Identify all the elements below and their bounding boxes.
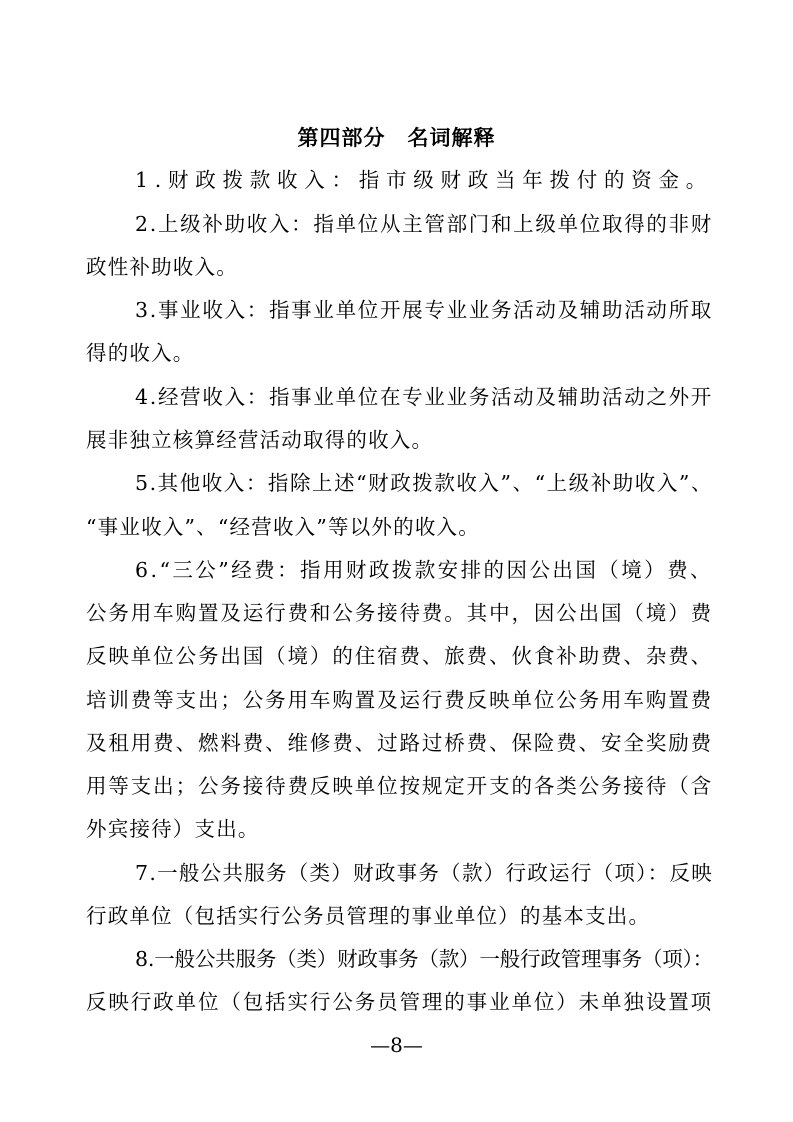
text-line: 8.一般公共服务（类）财政事务（款）一般行政管理事务（项）： bbox=[135, 947, 713, 971]
text-line: 5.其他收入：指除上述“财政拨款收入”、“上级补助收入”、 bbox=[135, 471, 713, 495]
text-line: 3.事业收入：指事业单位开展专业业务活动及辅助活动所取 bbox=[135, 298, 713, 322]
text-line: 及租用费、燃料费、维修费、过路过桥费、保险费、安全奖励费 bbox=[86, 731, 713, 755]
text-line: 行政单位（包括实行公务员管理的事业单位）的基本支出。 bbox=[86, 904, 651, 928]
text-line: 公务用车购置及运行费和公务接待费。其中，因公出国（境）费 bbox=[86, 601, 713, 625]
text-line: 1.财政拨款收入：指市级财政当年拨付的资金。 bbox=[135, 168, 713, 192]
text-line: 7.一般公共服务（类）财政事务（款）行政运行（项）：反映 bbox=[135, 861, 713, 885]
text-line: 培训费等支出；公务用车购置及运行费反映单位公务用车购置费 bbox=[86, 688, 713, 712]
text-line: 展非独立核算经营活动取得的收入。 bbox=[86, 428, 434, 452]
text-line: “事业收入”、“经营收入”等以外的收入。 bbox=[86, 515, 480, 539]
text-line: 反映单位公务出国（境）的住宿费、旅费、伙食补助费、杂费、 bbox=[86, 644, 713, 668]
title-part-name: 名词解释 bbox=[407, 126, 496, 150]
text-line: 2.上级补助收入：指单位从主管部门和上级单位取得的非财 bbox=[135, 212, 713, 236]
text-line: 4.经营收入：指事业单位在专业业务活动及辅助活动之外开 bbox=[135, 385, 713, 409]
text-line: 政性补助收入。 bbox=[86, 255, 238, 279]
text-line: 6.“三公”经费：指用财政拨款安排的因公出国（境）费、 bbox=[135, 558, 713, 582]
text-line: 用等支出；公务接待费反映单位按规定开支的各类公务接待（含 bbox=[86, 774, 713, 798]
section-title bbox=[0, 122, 793, 152]
page-number: —8— bbox=[370, 1033, 423, 1057]
text-line: 反映行政单位（包括实行公务员管理的事业单位）未单独设置项 bbox=[86, 990, 713, 1014]
text-line: 得的收入。 bbox=[86, 341, 195, 365]
title-part-number: 第四部分 bbox=[297, 126, 386, 150]
text-line: 外宾接待）支出。 bbox=[86, 817, 260, 841]
